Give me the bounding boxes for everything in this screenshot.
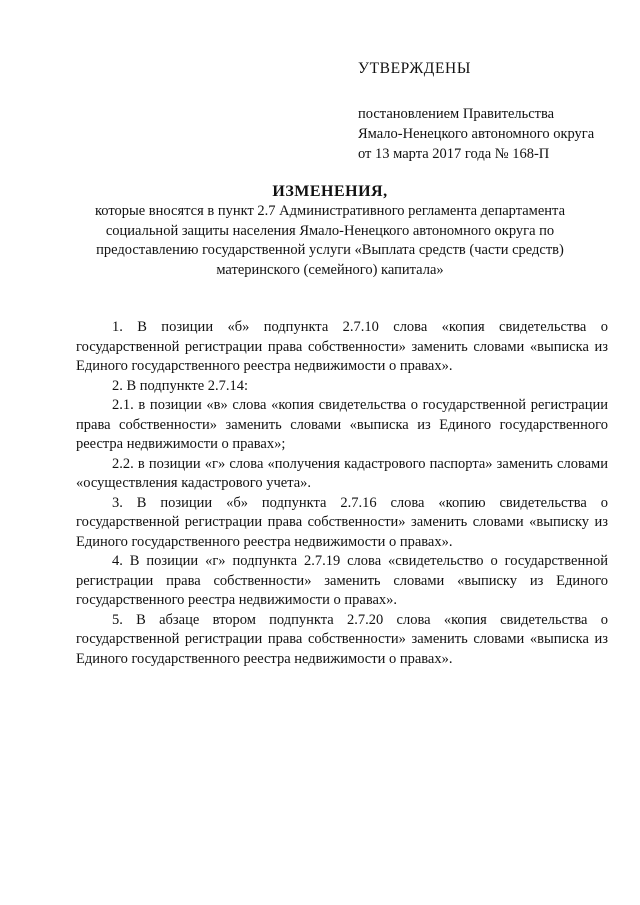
- approval-title: УТВЕРЖДЕНЫ: [358, 60, 471, 77]
- paragraph-item-3: 3. В позиции «б» подпункта 2.7.16 слова «копию свидетельства о государственной регистрации права собственности» заменить словами «выписку из Единого государственного реестра недвижимости о правах».: [76, 494, 608, 550]
- approval-line-2: Ямало-Ненецкого автономного округа: [358, 126, 595, 142]
- paragraph-item-4: 4. В позиции «г» подпункта 2.7.19 слова «свидетельство о государственной регистрации права собственности» заменить словами «выписку из Единого государственного реестра недвижимости о правах».: [76, 553, 608, 608]
- document-title: ИЗМЕНЕНИЯ,: [272, 183, 388, 200]
- document-subtitle: которые вносятся в пункт 2.7 Административного регламента департамента социальной защиты населения Ямало-Ненецкого автономного округа по предоставлению государственной услуги «Выплата средств (части средств) материнского (семейного) капитала»: [94, 203, 566, 278]
- paragraph-item-1: 1. В позиции «б» подпункта 2.7.10 слова «копия свидетельства о государственной регистрации права собственности» заменить словами «выписка из Единого государственного реестра недвижимости о правах».: [76, 319, 608, 374]
- approval-block: [358, 60, 618, 164]
- paragraph-item-2: 2. В подпункте 2.7.14:: [112, 377, 249, 394]
- document-heading: [60, 182, 600, 280]
- document-body: [76, 318, 608, 669]
- approval-line-3: от 13 марта 2017 года № 168-П: [358, 146, 550, 162]
- approval-line-1: постановлением Правительства: [358, 106, 555, 122]
- paragraph-item-2-1: 2.1. в позиции «в» слова «копия свидетельства о государственной регистрации права собственности» заменить словами «выписка из Единого государственного реестра недвижимости о правах»;: [76, 397, 608, 452]
- paragraph-item-2-2: 2.2. в позиции «г» слова «получения кадастрового паспорта» заменить словами «осуществления кадастрового учета».: [76, 455, 608, 491]
- paragraph-item-5: 5. В абзаце втором подпункта 2.7.20 слова «копия свидетельства о государственной регистрации права собственности» заменить словами «выписка из Единого государственного реестра недвижимости о правах».: [76, 611, 608, 667]
